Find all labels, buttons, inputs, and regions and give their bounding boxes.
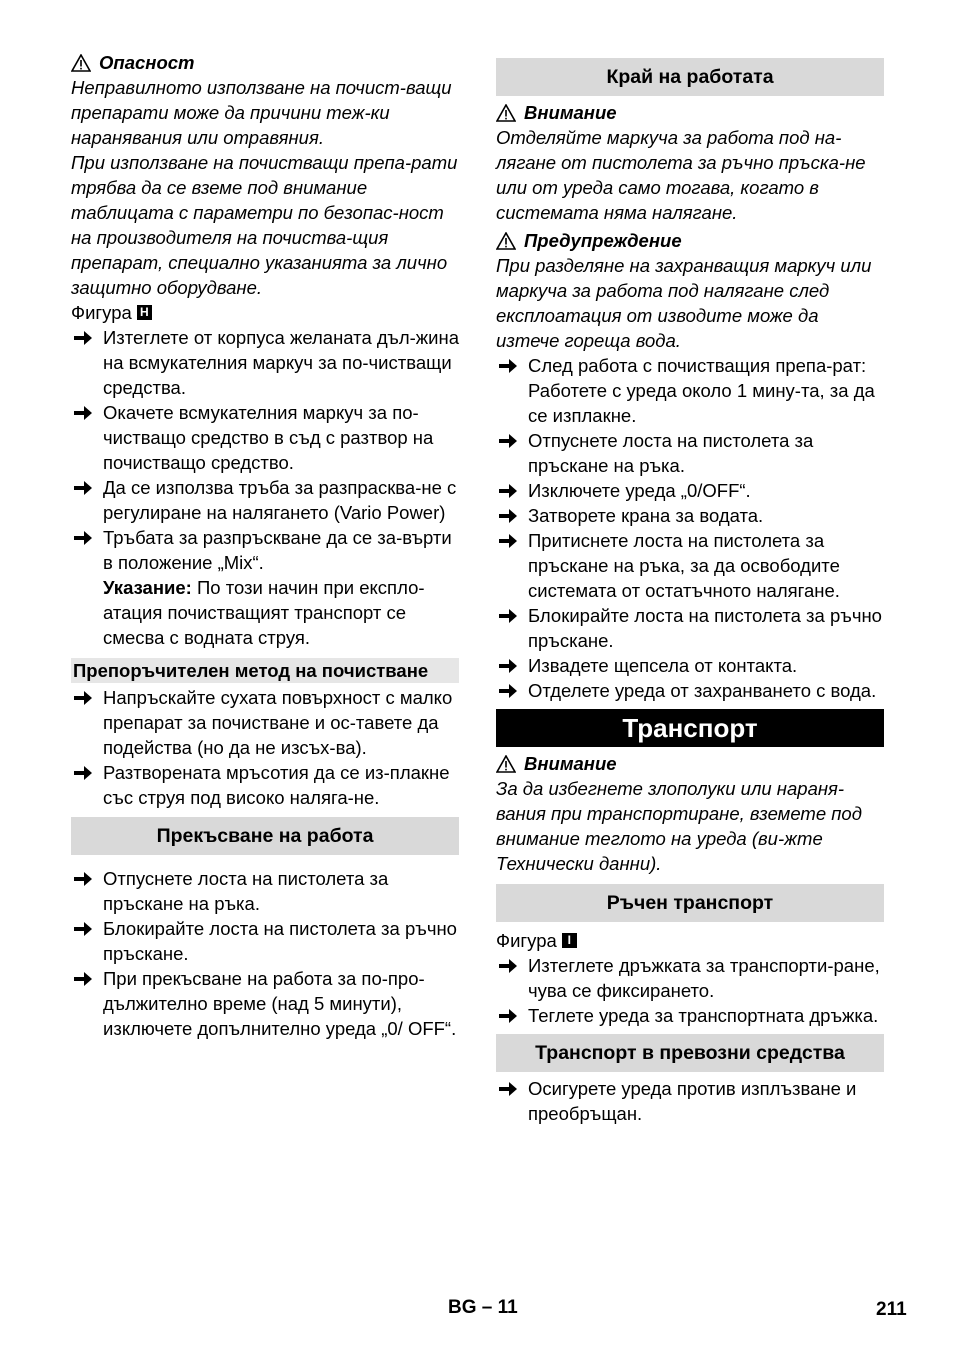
list-item: Отпуснете лоста на пистолета за пръскане на ръка. xyxy=(71,866,459,916)
arrow-right-icon xyxy=(499,434,517,448)
note-label: Указание: xyxy=(103,577,192,598)
arrow-right-icon xyxy=(499,609,517,623)
arrow-right-icon xyxy=(74,766,92,780)
list-item: Затворете крана за водата. xyxy=(496,503,884,528)
warning-triangle-icon xyxy=(71,54,91,72)
transport-attention-title: Внимание xyxy=(524,753,617,774)
transport-attention-text: За да избегнете злополуки или нараня-вания при транспортиране, вземете под внимание теглото на уреда (ви-жте Технически данни). xyxy=(496,778,862,874)
left-column xyxy=(71,50,459,1041)
figure-reference xyxy=(71,300,459,325)
manual-transport-heading: Ръчен транспорт xyxy=(496,884,884,922)
list-item: Притиснете лоста на пистолета за пръскане на ръка, за да освободите системата от остатъчното налягане. xyxy=(496,528,884,603)
list-item: Извадете щепсела от контакта. xyxy=(496,653,884,678)
interrupt-steps xyxy=(71,866,459,1041)
danger-text: Неправилното използване на почист-ващи препарати може да причини теж-ки наранявания или отравяния. xyxy=(71,77,452,148)
list-item: Изтеглете от корпуса желаната дъл-жина на всмукателния маркуч за по-чистващи средства. xyxy=(71,325,459,400)
list-item: Осигурете уреда против изплъзване и преобръщан. xyxy=(496,1076,884,1126)
list-item: Отпуснете лоста на пистолета за пръскане на ръка. xyxy=(496,428,884,478)
danger-title: Опасност xyxy=(99,52,195,73)
list-item: Окачете всмукателния маркуч за по-чистващо средство в съд с разтвор на почистващо средство. xyxy=(71,400,459,475)
arrow-right-icon xyxy=(74,922,92,936)
warning-heading xyxy=(496,228,884,253)
arrow-right-icon xyxy=(74,406,92,420)
list-item: Тръбата за разпръскване да се за-върти в положение „Mix“. Указание: По този начин при експло-атация почистващият транспорт се смесва с водната струя. xyxy=(71,525,459,650)
section-footer: BG – 11 xyxy=(448,1297,518,1318)
arrow-right-icon xyxy=(499,959,517,973)
arrow-right-icon xyxy=(499,484,517,498)
arrow-right-icon xyxy=(499,659,517,673)
recommended-steps xyxy=(71,685,459,810)
warning-title: Предупреждение xyxy=(524,230,682,251)
warning-triangle-icon xyxy=(496,232,516,250)
recommended-method-heading: Препоръчителен метод на почистване xyxy=(71,658,459,683)
warning-triangle-icon xyxy=(496,104,516,122)
warning-text: При разделяне на захранващия маркуч или маркуча за работа под налягане след експлоатация от изводите може да изтече гореща вода. xyxy=(496,255,872,351)
list-item: Да се използва тръба за разпрасква-не с регулиране на налягането (Vario Power) xyxy=(71,475,459,525)
list-item: След работа с почистващия препа-рат: Работете с уреда около 1 мину-та, за да се изплакне. xyxy=(496,353,884,428)
arrow-right-icon xyxy=(74,872,92,886)
arrow-right-icon xyxy=(499,1009,517,1023)
arrow-right-icon xyxy=(499,684,517,698)
manual-transport-steps xyxy=(496,953,884,1028)
arrow-right-icon xyxy=(74,691,92,705)
warning-triangle-icon xyxy=(496,755,516,773)
figure-letter: I xyxy=(562,933,577,948)
arrow-right-icon xyxy=(499,359,517,373)
arrow-right-icon xyxy=(499,1082,517,1096)
transport-heading: Транспорт xyxy=(496,709,884,747)
attention-text: Отделяйте маркуча за работа под на-лягане от пистолета за ръчно пръска-не или от уреда само тогава, когато в системата няма налягане. xyxy=(496,127,866,223)
transport-attention-heading xyxy=(496,751,884,776)
figure-label: Фигура xyxy=(71,302,132,323)
note-text: По този начин при експло-атация почистващият транспорт се смесва с водната струя. xyxy=(103,577,425,648)
list-item: Теглете уреда за транспортната дръжка. xyxy=(496,1003,884,1028)
figure-reference xyxy=(496,928,884,953)
note xyxy=(103,575,459,650)
detergent-steps xyxy=(71,325,459,650)
arrow-right-icon xyxy=(74,972,92,986)
arrow-right-icon xyxy=(499,509,517,523)
figure-letter: H xyxy=(137,305,152,320)
arrow-right-icon xyxy=(74,531,92,545)
list-item: Разтворената мръсотия да се из-плакне със струя под високо наляга-не. xyxy=(71,760,459,810)
list-item: Отделете уреда от захранването с вода. xyxy=(496,678,884,703)
danger-text-2: При използване на почистващи препа-рати трябва да се вземе под внимание таблицата с параметри по безопас-ност на производителя на почиства-щия препарат, специално указанията за лично защитно оборудване. xyxy=(71,152,458,298)
list-item: Изтеглете дръжката за транспорти-ране, чува се фиксирането. xyxy=(496,953,884,1003)
attention-heading xyxy=(496,100,884,125)
page-number: 211 xyxy=(876,1299,907,1320)
arrow-right-icon xyxy=(74,331,92,345)
figure-label: Фигура xyxy=(496,930,557,951)
list-item: Блокирайте лоста на пистолета за ръчно пръскане. xyxy=(496,603,884,653)
vehicle-transport-steps xyxy=(496,1076,884,1126)
arrow-right-icon xyxy=(74,481,92,495)
vehicle-transport-heading: Транспорт в превозни средства xyxy=(496,1034,884,1072)
right-column xyxy=(496,58,884,1126)
list-item: Блокирайте лоста на пистолета за ръчно пръскане. xyxy=(71,916,459,966)
list-item: При прекъсване на работа за по-про-дължително време (над 5 минути), изключете допълнително уреда „0/ OFF“. xyxy=(71,966,459,1041)
list-item: Напръскайте сухата повърхност с малко препарат за почистване и ос-тавете да подейства (но да не изсъх-ва). xyxy=(71,685,459,760)
end-of-work-heading: Край на работата xyxy=(496,58,884,96)
danger-heading xyxy=(71,50,459,75)
attention-title: Внимание xyxy=(524,102,617,123)
arrow-right-icon xyxy=(499,534,517,548)
list-item: Изключете уреда „0/OFF“. xyxy=(496,478,884,503)
interrupt-heading: Прекъсване на работа xyxy=(71,817,459,855)
end-of-work-steps xyxy=(496,353,884,703)
